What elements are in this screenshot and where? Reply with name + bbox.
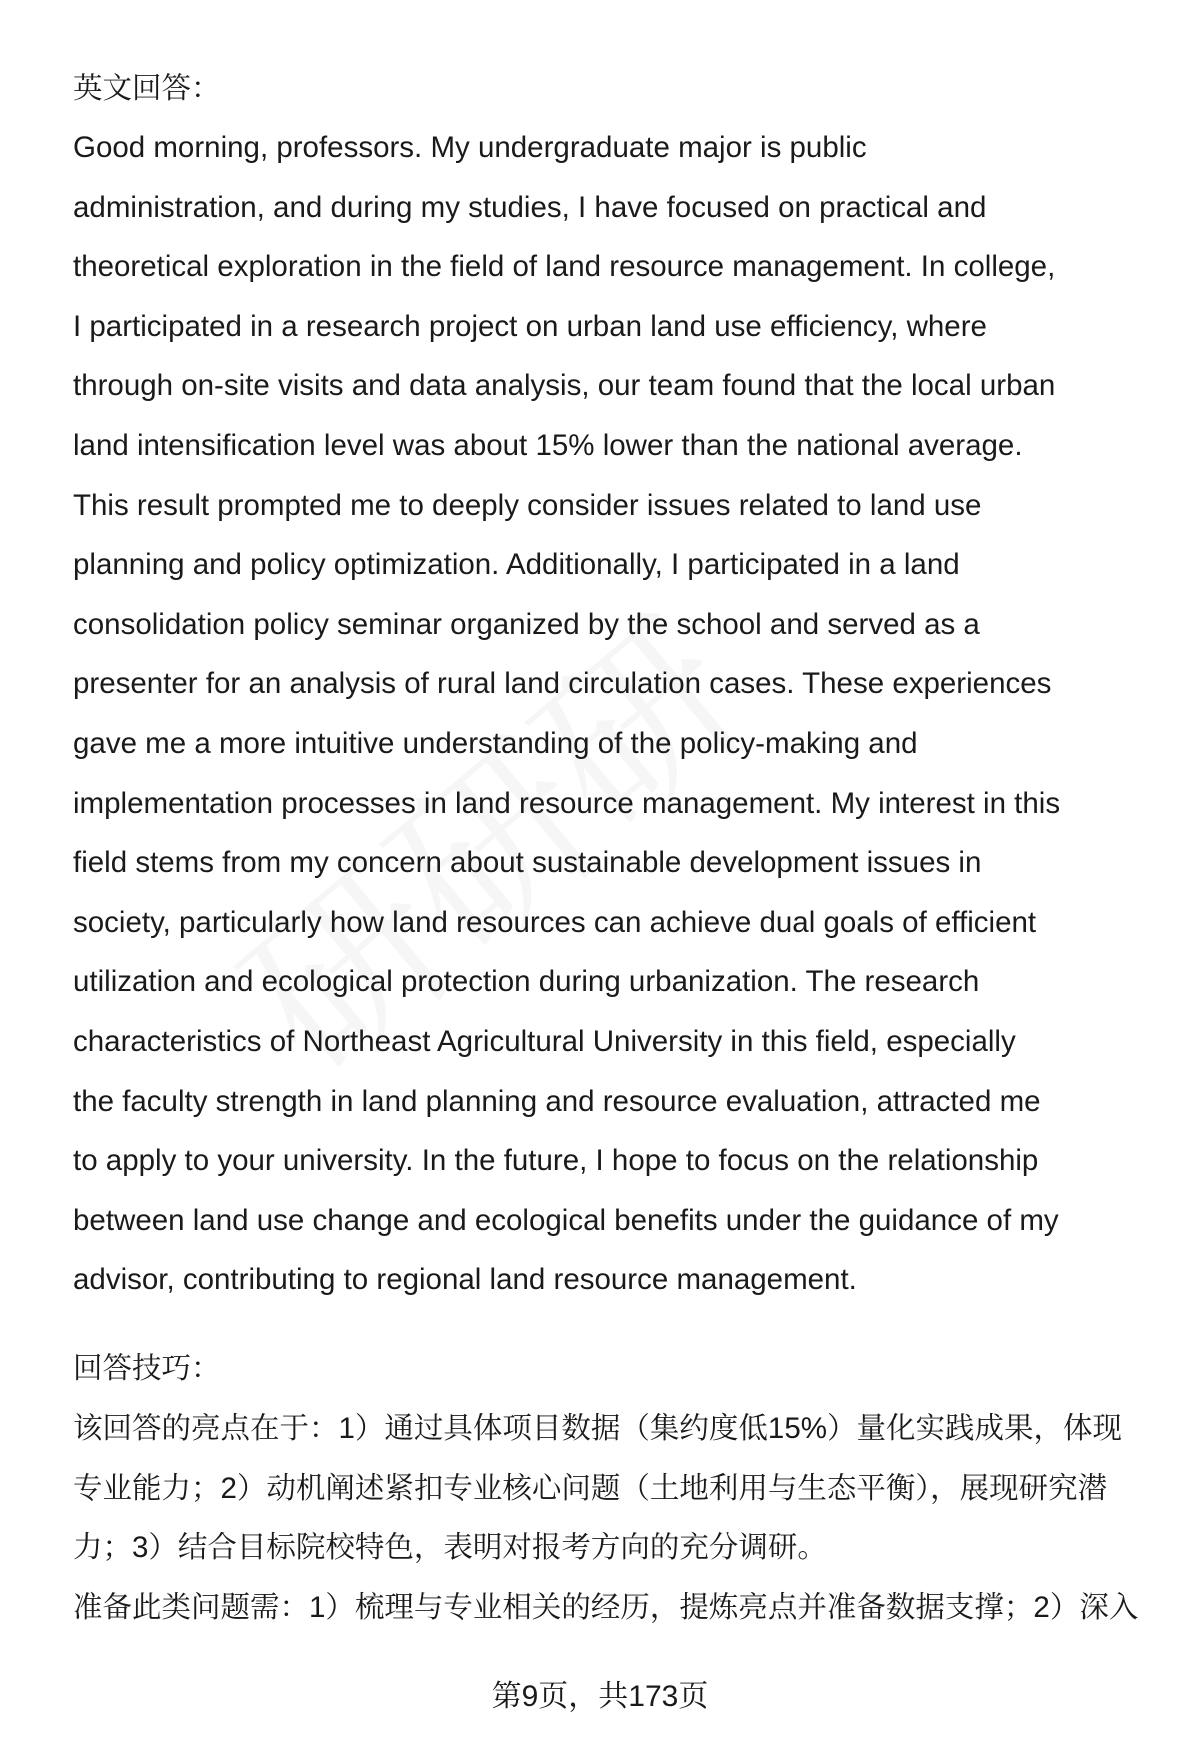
text-line: the faculty strength in land planning and resource evaluation, attracted me — [73, 1084, 1041, 1118]
text-line: Good morning, professors. My undergraduate major is public — [73, 131, 867, 164]
tips-heading: 回答技巧： — [73, 1352, 221, 1385]
text-line: field stems from my concern about sustainable development issues in — [73, 846, 982, 880]
page-number: 第9页，共173页 — [491, 1680, 709, 1713]
text-line: utilization and ecological protection during urbanization. The research — [73, 965, 980, 999]
text-line: 准备此类问题需：1）梳理与专业相关的经历，提炼亮点并准备数据支撑；2）深入 — [73, 1590, 1139, 1624]
text-line: land intensification level was about 15% lower than the national average. — [73, 429, 1023, 462]
text-line: gave me a more intuitive understanding of the policy-making and — [73, 727, 918, 760]
text-line: consolidation policy seminar organized by the school and served as a — [73, 607, 980, 641]
text-line: characteristics of Northeast Agricultural University in this field, especially — [73, 1025, 1016, 1058]
answer-heading: 英文回答： — [73, 72, 221, 105]
text-line: presenter for an analysis of rural land circulation cases. These experiences — [73, 667, 1052, 701]
text-line: advisor, contributing to regional land resource management. — [73, 1263, 857, 1297]
text-line: administration, and during my studies, I have focused on practical and — [73, 190, 987, 224]
text-line: This result prompted me to deeply consider issues related to land use — [73, 488, 982, 522]
text-line: society, particularly how land resources can achieve dual goals of efficient — [73, 905, 1037, 939]
text-line: implementation processes in land resource management. My interest in this — [73, 786, 1061, 820]
text-line: between land use change and ecological benefits under the guidance of my — [73, 1203, 1059, 1237]
text-line: 专业能力；2）动机阐述紧扣专业核心问题（土地利用与生态平衡），展现研究潜 — [73, 1471, 1108, 1505]
text-line: theoretical exploration in the field of land resource management. In college, — [73, 250, 1056, 284]
text-line: through on-site visits and data analysis, our team found that the local urban — [73, 369, 1056, 403]
text-line: to apply to your university. In the future, I hope to focus on the relationship — [73, 1144, 1039, 1178]
text-line: planning and policy optimization. Additionally, I participated in a land — [73, 548, 960, 582]
text-line: 力；3）结合目标院校特色，表明对报考方向的充分调研。 — [73, 1531, 827, 1565]
text-line: 该回答的亮点在于：1）通过具体项目数据（集约度低15%）量化实践成果，体现 — [73, 1412, 1122, 1445]
text-line: I participated in a research project on urban land use efficiency, where — [73, 309, 987, 343]
